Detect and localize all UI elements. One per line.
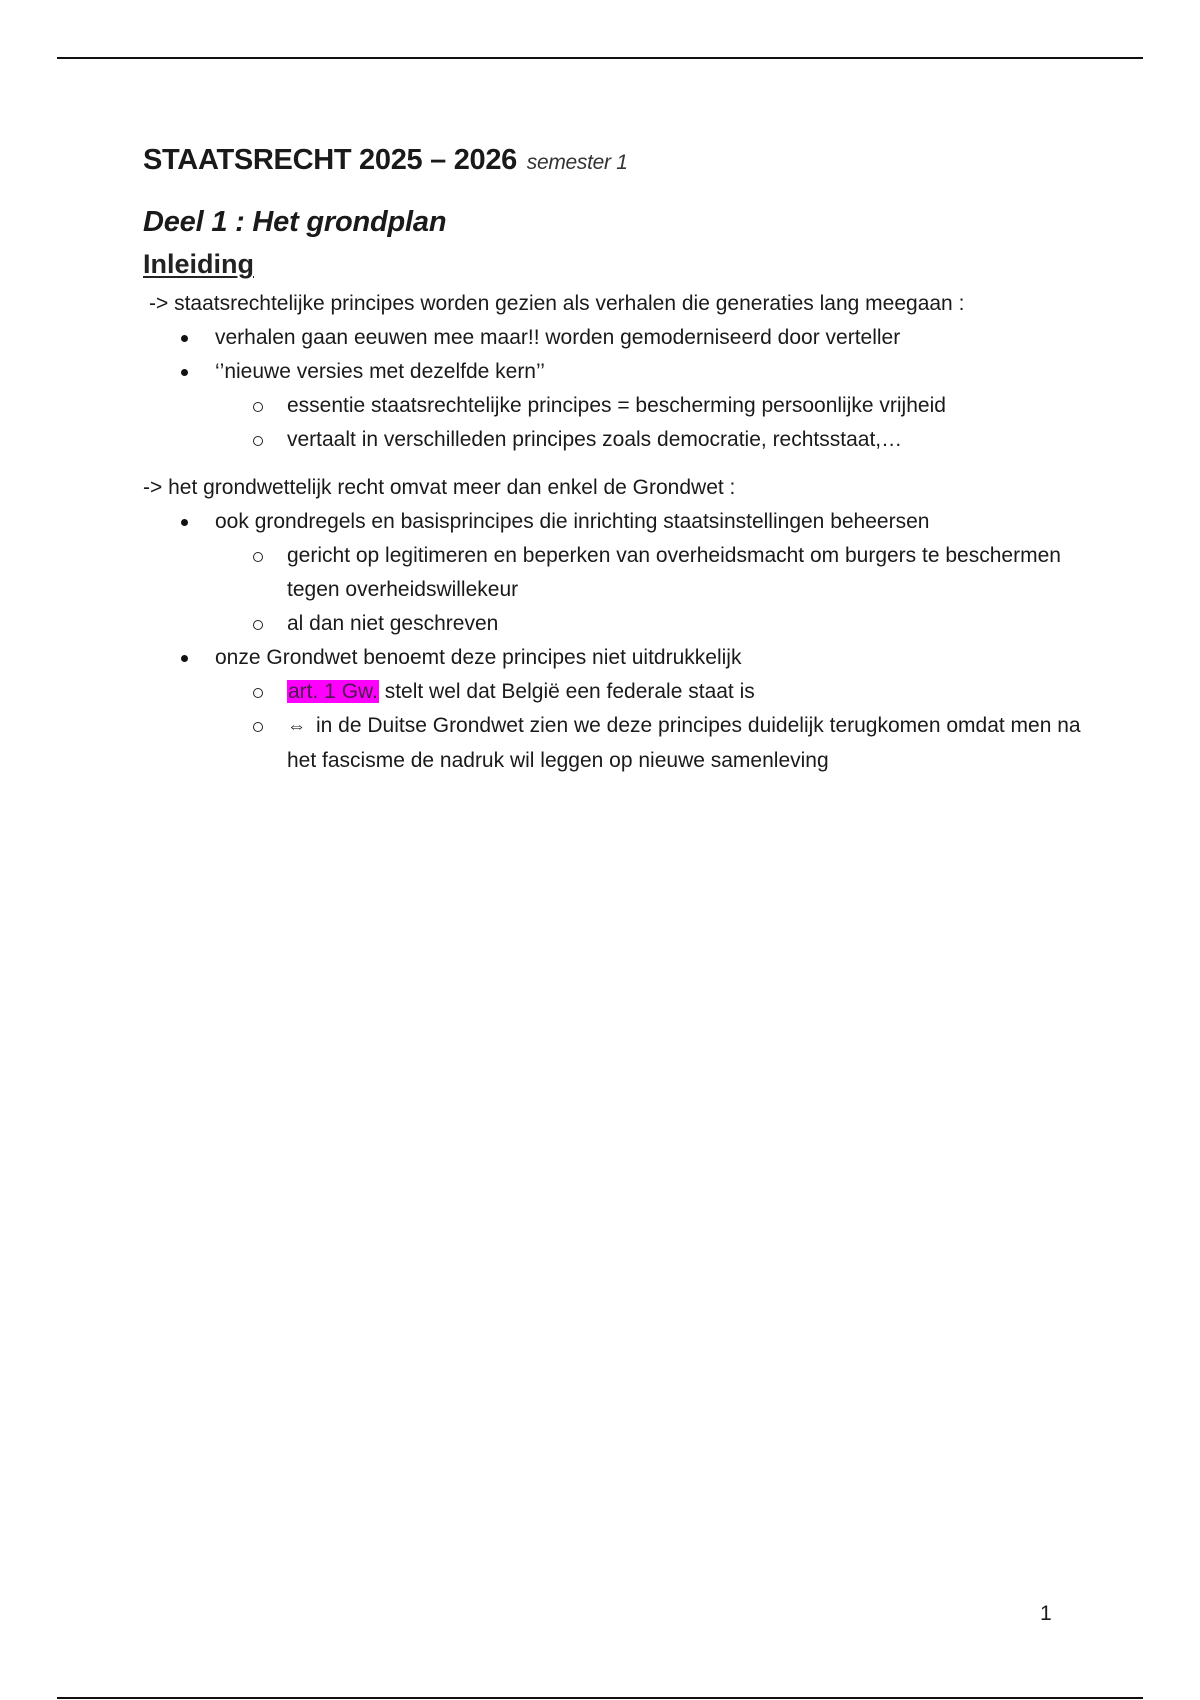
page-number: 1: [1040, 1602, 1052, 1625]
sub-bullet-icon: [253, 436, 263, 446]
list-item: [143, 505, 1093, 641]
sub-list-item: [143, 423, 1093, 457]
list-item: [143, 321, 1093, 355]
sub-bullet-list: [143, 675, 1093, 778]
paragraph-intro: -> staatsrechtelijke principes worden gezien als verhalen die generaties lang meegaan :: [149, 292, 965, 315]
sub-list-item: [143, 389, 1093, 423]
sub-bullet-list: [143, 539, 1093, 641]
list-item-text: ook grondregels en basisprincipes die inrichting staatsinstellingen beheersen: [215, 510, 930, 533]
section-title: Inleiding: [143, 249, 254, 279]
sub-list-item-text: al dan niet geschreven: [287, 612, 499, 635]
list-item-text: onze Grondwet benoemt deze principes niet uitdrukkelijk: [215, 646, 742, 669]
sub-list-item-text: stelt wel dat België een federale staat is: [378, 680, 755, 703]
sub-list-item: [143, 607, 1093, 641]
part-title: Deel 1 : Het grondplan: [143, 206, 447, 238]
sub-list-item: [143, 539, 1093, 607]
double-arrow-icon: ⇔: [287, 716, 306, 737]
grondwet-bullet-list: [143, 505, 1093, 778]
sub-list-item: [143, 675, 1093, 709]
sub-bullet-icon: [253, 552, 263, 562]
sub-bullet-icon: [253, 620, 263, 630]
sub-bullet-icon: [253, 688, 263, 698]
sub-list-item-text: essentie staatsrechtelijke principes = bescherming persoonlijke vrijheid: [287, 394, 946, 417]
sub-list-item: [143, 709, 1093, 778]
bullet-icon: [181, 369, 188, 376]
sub-bullet-icon: [253, 722, 263, 732]
list-item-text: verhalen gaan eeuwen mee maar!! worden gemoderniseerd door verteller: [215, 326, 901, 349]
sub-list-item-text: gericht op legitimeren en beperken van overheidsmacht om burgers te beschermen tegen overheidswillekeur: [287, 544, 1061, 601]
document-title-main: STAATSRECHT 2025 – 2026: [143, 144, 518, 176]
intro-bullet-list: [143, 321, 1093, 457]
sub-bullet-icon: [253, 402, 263, 412]
list-item: [143, 641, 1093, 778]
document-title-semester: semester 1: [526, 151, 628, 174]
bullet-icon: [181, 335, 188, 342]
document-title: [143, 140, 1093, 183]
bullet-icon: [181, 519, 188, 526]
sub-list-item-text: in de Duitse Grondwet zien we deze principes duidelijk terugkomen omdat men na het fascisme de nadruk wil leggen op nieuwe samenleving: [287, 714, 1081, 772]
highlighted-article-reference: art. 1 Gw.: [288, 680, 378, 703]
paragraph-grondwet: -> het grondwettelijk recht omvat meer dan enkel de Grondwet :: [143, 476, 736, 499]
footer-rule: [57, 1697, 1143, 1699]
header-rule: [57, 57, 1143, 59]
document-body: [143, 140, 1093, 778]
list-item-text: ‘’nieuwe versies met dezelfde kern’’: [215, 360, 545, 383]
bullet-icon: [181, 655, 188, 662]
sub-list-item-text: vertaalt in verschilleden principes zoals democratie, rechtsstaat,…: [287, 428, 903, 451]
sub-bullet-list: [143, 389, 1093, 457]
list-item: [143, 355, 1093, 457]
